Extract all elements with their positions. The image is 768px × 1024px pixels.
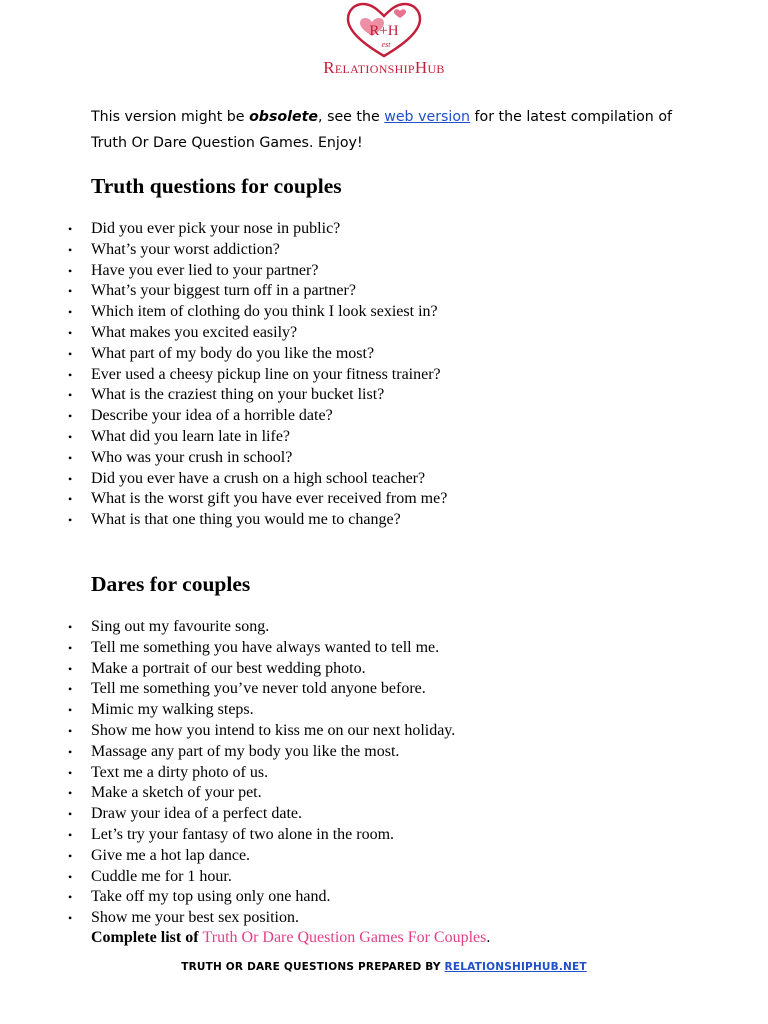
dare-item-text: Sing out my favourite song. [91,618,270,635]
bullet-icon: • [68,429,73,444]
truth-question-list [68,219,447,531]
bullet-icon: • [68,513,73,528]
bullet-icon: • [68,807,73,822]
bullet-icon: • [68,661,73,676]
truth-question-item-text: Which item of clothing do you think I look sexiest in? [91,303,438,321]
dare-item-text: Massage any part of my body you like the most. [91,742,400,760]
web-version-link[interactable]: web version [384,109,471,125]
truth-question-item [68,469,447,490]
bullet-icon: • [68,640,73,655]
dare-item [68,846,455,867]
bullet-icon: • [68,242,73,257]
complete-list-label: Complete list of [91,929,203,946]
bullet-icon: • [68,325,73,340]
truth-question-item-text: What makes you excited easily? [91,323,298,341]
dare-item-text: Mimic my walking steps. [91,701,254,719]
truth-question-item [68,385,447,406]
bullet-icon: • [68,848,73,863]
dare-item [68,825,455,846]
bullet-icon: • [68,744,73,759]
truth-question-item [68,448,447,469]
truth-question-item [68,365,447,386]
complete-list-link[interactable]: Truth Or Dare Question Games For Couples [202,929,487,946]
svg-text:R+H: R+H [369,23,399,39]
dare-item-text: Take off my top using only one hand. [91,888,331,906]
bullet-icon: • [68,263,73,278]
truth-question-item [68,406,447,427]
dare-item [68,763,455,784]
bullet-icon: • [68,703,73,718]
svg-text:est: est [381,40,391,49]
dare-item [68,908,455,929]
dare-item [68,679,455,700]
truth-question-item-text: What part of my body do you like the most? [91,344,375,362]
bullet-icon: • [68,827,73,842]
truth-question-item-text: Describe your idea of a horrible date? [91,407,333,425]
truth-question-item [68,261,447,282]
brand-logo [0,2,768,78]
dare-item-text: Show me your best sex position. [91,909,299,927]
footer: TRUTH OR DARE QUESTIONS PREPARED BY RELATIONSHIPHUB.NET [181,961,587,973]
obsolete-emphasis: obsolete [249,109,319,125]
footer-site-link[interactable]: RELATIONSHIPHUB.NET [444,961,587,973]
bullet-icon: • [68,305,73,320]
dare-item-text: Draw your idea of a perfect date. [91,805,302,823]
hearts-logo-icon [342,2,426,60]
bullet-icon: • [68,620,73,634]
bullet-icon: • [68,284,73,299]
dare-item-text: Tell me something you’ve never told anyone before. [91,680,426,698]
truth-question-item-text: Did you ever pick your nose in public? [91,220,341,237]
dare-item [68,659,455,680]
dare-item [68,700,455,721]
bullet-icon: • [68,222,73,236]
truth-question-item [68,510,447,531]
truth-heading: Truth questions for couples [91,174,342,198]
bullet-icon: • [68,890,73,905]
dare-item-text: Give me a hot lap dance. [91,846,251,864]
bullet-icon: • [68,723,73,738]
truth-question-item [68,219,447,240]
bullet-icon: • [68,869,73,884]
dare-item [68,742,455,763]
dare-item [68,617,455,638]
dares-list [68,617,455,929]
dare-item [68,638,455,659]
bullet-icon: • [68,450,73,465]
dare-item-text: Cuddle me for 1 hour. [91,867,232,885]
dare-item [68,867,455,888]
truth-question-item-text: Ever used a cheesy pickup line on your fitness trainer? [91,365,441,383]
bullet-icon: • [68,367,73,382]
truth-question-item [68,323,447,344]
bullet-icon: • [68,471,73,486]
truth-question-item [68,427,447,448]
truth-question-item-text: What is the worst gift you have ever received from me? [91,490,448,508]
dare-item-text: Make a sketch of your pet. [91,784,262,802]
truth-question-item-text: What is the craziest thing on your bucket list? [91,386,385,404]
truth-question-item-text: What’s your biggest turn off in a partner? [91,282,356,300]
brand-name: RelationshipHub [323,58,445,77]
truth-question-item-text: What is that one thing you would me to change? [91,511,401,529]
truth-question-item [68,281,447,302]
dare-item [68,721,455,742]
truth-question-item [68,489,447,510]
truth-question-item-text: Did you ever have a crush on a high school teacher? [91,469,426,487]
truth-question-item-text: What’s your worst addiction? [91,240,280,258]
dares-heading: Dares for couples [91,572,251,596]
bullet-icon: • [68,346,73,361]
dare-item-text: Show me how you intend to kiss me on our next holiday. [91,721,456,739]
dare-item-text: Text me a dirty photo of us. [91,763,269,781]
dare-item [68,887,455,908]
dare-item [68,804,455,825]
dare-item-text: Make a portrait of our best wedding photo. [91,659,366,677]
dare-item [68,783,455,804]
truth-question-item [68,344,447,365]
dare-item-text: Tell me something you have always wanted to tell me. [91,638,440,656]
truth-question-item-text: Have you ever lied to your partner? [91,261,319,279]
bullet-icon: • [68,786,73,801]
truth-question-item [68,240,447,261]
bullet-icon: • [68,409,73,424]
truth-question-item [68,302,447,323]
bullet-icon: • [68,765,73,780]
intro-paragraph: This version might be obsolete, see the web version for the latest compilation of Truth Or Dare Question Games. Enjoy! [91,109,672,151]
bullet-icon: • [68,388,73,403]
bullet-icon: • [68,682,73,697]
complete-list-line: Complete list of Truth Or Dare Question Games For Couples. [91,929,491,946]
dare-item-text: Let’s try your fantasy of two alone in the room. [91,825,395,843]
bullet-icon: • [68,911,73,926]
truth-question-item-text: Who was your crush in school? [91,448,293,466]
bullet-icon: • [68,492,73,507]
truth-question-item-text: What did you learn late in life? [91,427,291,445]
